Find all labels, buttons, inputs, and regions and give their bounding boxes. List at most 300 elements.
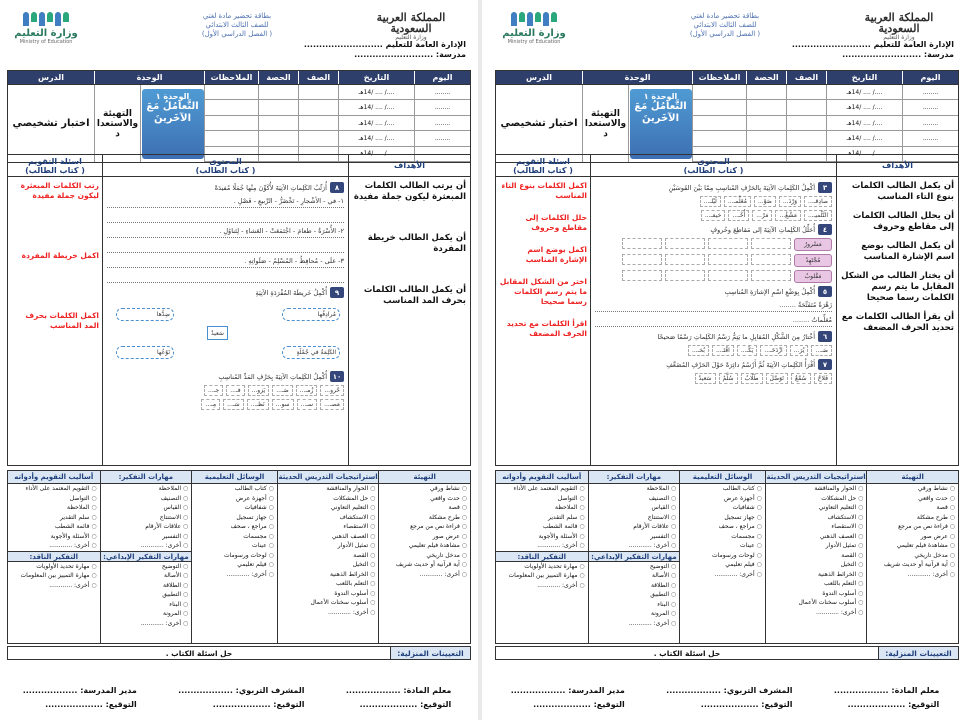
method-item: ○ التطبيق [589,590,680,600]
prep-label: التهيئة والاستعدا د [582,85,628,162]
analysis-row [595,270,832,283]
methods-column-header: مهارات التفكير: [101,471,192,484]
method-item: ○ الاستكشاف [278,513,379,523]
method-item: ○ نشاط ورقي [379,484,470,494]
eval-item: اكمل الكلمات بنوع التاء المناسب [501,181,587,200]
method-item: ○ مجسمات [192,532,277,542]
method-item: ○ قصة [867,503,958,513]
lesson-name: اختبار تشخيصي [12,118,90,129]
method-item: ○ القياس [589,503,680,513]
method-item: ○ كتاب الطالب [680,484,765,494]
col-notes: الملاحظات [204,71,258,84]
word-box: أُخْـ... [728,210,749,221]
methods-column [8,471,100,643]
blank-box [622,254,662,265]
principal-sign: مدير المدرسة: .................. التوقيع: ................... [22,686,137,709]
method-item: ○ قراءة نص من مرجع [867,522,958,532]
exercise-number: ٦ [818,331,832,342]
method-item: ○ التعليم التعاوني [278,503,379,513]
method-item: ○ أخرى: ............ [192,570,277,580]
analysis-row [595,254,832,267]
sheet-header [2,10,472,65]
admin-info [792,40,954,60]
blank-box [665,254,705,265]
moe-logo-ar: وزارة التعليم [502,28,566,39]
blank-box [708,254,748,265]
exercise-number: ٤ [818,224,832,235]
word-box: مَرْ... [752,210,772,221]
word-box: صَـ... [811,345,832,356]
method-item: ○ مدخل تاريخي [379,551,470,561]
blank-line [107,272,344,283]
method-item: ○ أخرى: ............ [496,541,588,551]
method-item: ○ أخرى: ............ [101,619,192,629]
method-item: ○ طرح مشكلة [867,513,958,523]
word-boxes [595,196,832,207]
methods-column [588,471,680,643]
method-item: ○ التقويم المعتمد على الأداء [8,484,100,494]
schedule-body [496,84,958,162]
period-cells [746,85,786,162]
sentence-line: ١- في - الأشْجارِ - تَخْضَرُّ - الرَّبيعِ - فَصْلِ . [107,197,344,208]
method-item: ○ الاستنتاج [589,513,680,523]
schedule-table [495,70,959,163]
exercise-label: أَقْرَأُ الكَلِماتِ الآتِيَةَ ثُمَّ أَرْسُمُ دائِرَةً حَوْلَ الحَرْفِ المُضَعَّفِ [666,360,815,369]
method-item: ○ أسلوب الندوة [766,589,867,599]
blank-box [665,270,705,281]
word-box: وَرْدَ... [779,196,801,207]
word-box: زُمـ... [296,385,318,396]
map-node: الكَلِمَةُ في جُمْلَةٍ [282,346,340,359]
methods-sub-header: التفكير الناقد: [8,551,100,562]
method-item: ○ التواصل [8,494,100,504]
method-item: ○ البناء [589,600,680,610]
method-item: ○ قراءة نص من مرجع [379,522,470,532]
word-box: فـ... [226,385,244,396]
goal-item: أن يكمل الطالب بوضع اسم الإشارة المناسب [861,241,954,262]
method-item: ○ عرض صور [379,532,470,542]
col-day: اليوم [902,71,958,84]
col-notes: الملاحظات [692,71,746,84]
method-item: ○ الطلاقة [101,581,192,591]
method-item: ○ الاستقصاء [766,522,867,532]
methods-sub-header: مهارات التفكير الإبداعي: [589,551,680,562]
methods-column-header: الوسائل التعليمية [192,471,277,484]
method-item: ○ لوحات ورسومات [680,551,765,561]
methods-column [277,471,379,643]
methods-column-header: أساليب التقويم وأدواته [8,471,100,484]
word-box: سو... [272,399,294,410]
homework-row [495,646,959,660]
unit-cover [140,85,204,162]
word-box: فَلاحٌ [814,373,832,384]
method-item: ○ حدث واقعي [379,494,470,504]
method-item: ○ مشاهدة فيلم تعليمي [379,541,470,551]
word-box: مَصـ... [320,399,344,410]
day-cells: ........ ........ ........ ........ ........ [902,85,958,162]
goal-item: أن يختار الطالب من الشكل المقابل ما يتم رسم الكلمات رسما صحيحا [841,271,954,303]
goals-list [348,177,470,466]
supervisor-sign: المشرف التربوي: .................. التوقيع: ................... [666,686,793,709]
col-class: الصف [786,71,826,84]
methods-column-header: التهيئة [867,471,958,484]
map-center: سَعيدٌ [207,326,228,340]
col-period: الحصة [258,71,298,84]
word-box: سَـ... [223,399,244,410]
blank-box [622,270,662,281]
method-item: ○ نشاط ورقي [867,484,958,494]
word-box: جـ... [204,385,223,396]
class-cells [786,85,826,162]
admin-line: الإدارة العامة للتعليم .......................... [791,40,954,49]
method-item: ○ حل المشكلات [278,494,379,504]
methods-column [191,471,277,643]
word-box: صَـ... [272,385,293,396]
col-period: الحصة [746,71,786,84]
method-item: ○ قائمة الشطب [8,522,100,532]
methods-column [100,471,192,643]
method-item: ○ التواصل [496,494,588,504]
exercise-number: ٥ [818,286,832,297]
method-item: ○ حدث واقعي [867,494,958,504]
method-item: ○ آية قرآنية أو حديث شريف [867,560,958,570]
teacher-sign: معلم المادة: .................. التوقيع: ................... [345,686,452,709]
unit-cover-image: الوحدة ١ التَّعامُلُ مَعَ الآخَرينَ [142,89,204,159]
col-lesson: الدرس [8,71,94,84]
word-box: مِـ... [201,399,220,410]
method-item: ○ التوضيح [589,562,680,572]
goal-item: أن يكمل الطالب خريطة المفردة [367,233,466,254]
moe-mark-icon [6,12,86,26]
school-line: مدرسة: .......................... [842,50,954,59]
goals-list [836,177,958,466]
method-item: ○ التصنيف [589,494,680,504]
page-separator [478,0,482,720]
method-item: ○ أخرى: ............ [379,570,470,580]
day-cells: ........ ........ ........ ........ ........ [414,85,470,162]
exercise-number: ٩ [330,287,344,298]
method-item: ○ أجهزة عرض [192,494,277,504]
method-item: ○ سلم التقدير [8,513,100,523]
method-item: ○ الاستنتاج [101,513,192,523]
ksa-logo-sub: وزارة التعليم [395,34,427,41]
content-table [495,154,959,466]
exercise-heading [595,224,832,235]
exercise-heading [595,286,832,297]
method-item: ○ أخرى: ............ [8,541,100,551]
method-item: ○ الخرائط الذهنية [278,570,379,580]
method-item: ○ أسلوب الندوة [278,589,379,599]
word-map [107,298,344,368]
goal-item: أن يكمل الطالب الكلمات بحرف المد المناسب [363,285,466,306]
blank-box [708,238,748,249]
card-line-2: للصف الثالث الابتدائي [693,21,757,29]
prep-label: التهيئة والاستعدا د [94,85,140,162]
doubled-boxes [595,373,832,384]
method-item: ○ مهارة تحديد الأولويات [496,562,588,572]
moe-logo-en: Ministry of Education [507,39,561,45]
exercise-heading [107,287,344,298]
admin-line: الإدارة العامة للتعليم .......................... [303,40,466,49]
signatures [2,684,472,712]
content-header [496,155,958,177]
method-item: ○ أسلوب سخنات الأعمال [766,598,867,608]
card-line-1: بطاقة تحضير مادة لغتي [690,12,760,20]
word-box: تَوَصَّلَ [766,373,788,384]
card-line-2: للصف الثالث الابتدائي [205,21,269,29]
word-box: التَّلْميـ... [804,210,832,221]
method-item: ○ التطبيق [101,590,192,600]
methods-table [7,470,471,644]
method-item: ○ مهارة التمييز بين المعلومات [8,571,100,581]
card-title [660,12,790,39]
word-box: لَيْلـ... [700,196,721,207]
eval-item: اكمل الكلمات بحرف المد المناسب [25,311,99,330]
date-cells: ..../ .... /14هـ ..../ .... /14هـ ..../ .... /14هـ ..../ .... /14هـ ..../ .... /14هـ [338,85,414,162]
analysis-word: مَقْلوبٌ [794,270,832,283]
goals-header: الأهداف [348,155,470,176]
methods-column [378,471,470,643]
exercise-label: أُكْمِلُ خَريطَةَ المُفْرَدَةِ الآتِيَةِ [255,288,327,297]
method-item: ○ مراجع ، صحف [192,522,277,532]
method-item: ○ لوحات ورسومات [192,551,277,561]
lesson-sheet-right [490,0,960,720]
schedule-header [496,71,958,84]
methods-column-header: استراتيجيات التدريس الحديثة [766,471,867,484]
homework-row [7,646,471,660]
method-item: ○ العصف الذهني [766,532,867,542]
exercise-heading [107,182,344,193]
analysis-row [595,238,832,251]
method-item: ○ الملاحظة [496,503,588,513]
exercise-heading [595,331,832,342]
method-item: ○ جهاز تسجيل [680,513,765,523]
method-item: ○ البناء [101,600,192,610]
methods-sub-header: التفكير الناقد: [496,551,588,562]
goals-header: الأهداف [836,155,958,176]
method-item: ○ أخرى: ............ [278,608,379,618]
blank-box [622,238,662,249]
school-line: مدرسة: .......................... [354,50,466,59]
signatures [490,684,960,712]
col-day: اليوم [414,71,470,84]
moe-logo-ar: وزارة التعليم [14,28,78,39]
exercise-number: ٣ [818,182,832,193]
word-box: ازْدَحَـ... [760,345,786,356]
moe-logo [494,12,574,45]
ksa-logo-text: المملكة العربية السعودية [864,11,934,35]
method-item: ○ تمثيل الأدوار [278,541,379,551]
exercise-label: أُحَلِّلُ الكَلِماتِ الآتِيَةَ إلى مَقاطِعَ وحُروفٍ [710,225,815,234]
exercise-label: أُكْمِلُ بِوَضْعِ اسْمِ الإشارَةِ المُناسِبِ [724,287,815,296]
word-box: خيمَـ... [701,210,725,221]
exercise-number: ٧ [818,359,832,370]
word-box: سُمَّعٌ [791,373,811,384]
eval-item: اكمل خريطة المفردة [21,251,99,260]
admin-info [304,40,466,60]
methods-column-header: مهارات التفكير: [589,471,680,484]
content-header [8,155,470,177]
card-line-1: بطاقة تحضير مادة لغتي [202,12,272,20]
method-item: ○ الأسئلة والأجوبة [8,532,100,542]
blank-box [751,238,791,249]
card-line-3: ( الفصل الدراسي الأول) [689,30,761,38]
content-body [496,177,958,466]
word-box: حُرو... [320,385,344,396]
moe-logo [6,12,86,45]
method-item: ○ شفافيات [680,503,765,513]
homework-value: حل اسئلة الكتاب . [165,648,233,658]
blank-box [708,270,748,281]
method-item: ○ شفافيات [192,503,277,513]
schedule-table [7,70,471,163]
blank-box [751,254,791,265]
goal-item: أن يكمل الطالب الكلمات بنوع التاء المناسب [851,181,954,202]
word-boxes [595,210,832,221]
col-date: التاريخ [826,71,902,84]
method-item: ○ فيلم تعليمي [680,560,765,570]
method-item: ○ التخيل [278,560,379,570]
method-item: ○ التعلم باللعب [278,579,379,589]
method-item: ○ التعلم باللعب [766,579,867,589]
ksa-logo-sub: وزارة التعليم [883,34,915,41]
method-item: ○ الطلاقة [589,581,680,591]
method-item: ○ التقويم المعتمد على الأداء [496,484,588,494]
eval-header: اسئلة التقويم ( كتاب الطالب) [25,156,85,175]
method-item: ○ مراجع ، صحف [680,522,765,532]
homework-value: حل اسئلة الكتاب . [653,648,721,658]
method-item: ○ مهارة تحديد الأولويات [8,562,100,572]
method-item: ○ مجسمات [680,532,765,542]
word-box: بُخـ... [688,345,709,356]
ksa-logo [356,12,466,41]
method-item: ○ التفسير [589,532,680,542]
word-box: سُلَّمٌ [719,373,738,384]
unit-cover [628,85,692,162]
class-cells [298,85,338,162]
period-cells [258,85,298,162]
content-body [8,177,470,466]
methods-column [679,471,765,643]
col-unit: الوحدة [582,71,692,84]
card-title [172,12,302,39]
method-item: ○ الخرائط الذهنية [766,570,867,580]
word-box: يَكْـ... [737,345,757,356]
ksa-logo-text: المملكة العربية السعودية [376,11,446,35]
method-item: ○ أخرى: ............ [8,581,100,591]
method-item: ○ الاستقصاء [278,522,379,532]
sheet-header [490,10,960,65]
col-date: التاريخ [338,71,414,84]
sentence-line: ٢- الأُسْرَةُ - طعامَ - اجْتَمَعَتْ - العَشاءِ - لِتَناوُلِ . [107,227,344,238]
word-box: سَعيدٌ [695,373,716,384]
methods-column-header: التهيئة [379,471,470,484]
methods-column [765,471,867,643]
notes-cells [692,85,746,162]
method-item: ○ أسلوب سخنات الأعمال [278,598,379,608]
method-item: ○ أجهزة عرض [680,494,765,504]
schedule-header [8,71,470,84]
spelling-boxes [595,345,832,356]
method-item: ○ أخرى: ............ [589,619,680,629]
sentence-line: ٣- علَى - مُحافِظٌ - المُسْلِمُ - صَلَواتِهِ . [107,257,344,268]
blank-line [107,242,344,253]
schedule-body [8,84,470,162]
method-item: ○ تمثيل الأدوار [766,541,867,551]
methods-table [495,470,959,644]
method-item: ○ الملاحظة [8,503,100,513]
teacher-sign: معلم المادة: .................. التوقيع: ................... [833,686,940,709]
word-box: سـ... [297,399,318,410]
book-content [590,177,836,466]
methods-column-header: أساليب التقويم وأدواته [496,471,588,484]
homework-label: التعيينات المنزلية: [878,647,958,659]
method-item: ○ أخرى: ............ [766,608,867,618]
card-line-3: ( الفصل الدراسي الأول) [201,30,273,38]
method-item: ○ جهاز تسجيل [192,513,277,523]
word-box: اقْتَـ... [712,345,734,356]
method-item: ○ فيلم تعليمي [192,560,277,570]
madd-boxes [107,385,344,396]
method-item: ○ حل المشكلات [766,494,867,504]
evals-list [496,177,590,466]
methods-column [496,471,588,643]
ex5-line: زَهْرَةٌ مُتَفَتِّحَةٌ ........ [595,301,832,312]
method-item: ○ آية قرآنية أو حديث شريف [379,560,470,570]
map-node: مُرادِفُها [282,308,340,321]
exercise-label: أكْمِلُ الكَلِماتِ الآتِيَةَ بِالحَرْفِ المُناسِبِ مِمّا بَيْنَ القَوسَيْنِ [668,183,815,192]
analysis-word: مَسْرورٌ [794,238,832,251]
method-item: ○ عينات [192,541,277,551]
method-item: ○ أخرى: ............ [589,541,680,551]
word-box: طَلّابٌ [741,373,763,384]
method-item: ○ القياس [101,503,192,513]
eval-item: اختر من الشكل المقابل ما يتم رسم الكلمات رسما صحيحا [499,277,587,306]
map-node: نَوْعُها [116,346,174,359]
method-item: ○ أخرى: ............ [680,570,765,580]
word-box: صادِقـ... [804,196,832,207]
col-unit: الوحدة [94,71,204,84]
method-item: ○ علاقات الأرقام [589,522,680,532]
method-item: ○ أخرى: ............ [867,570,958,580]
method-item: ○ التفسير [101,532,192,542]
method-item: ○ التوضيح [101,562,192,572]
method-item: ○ سلم التقدير [496,513,588,523]
homework-label: التعيينات المنزلية: [390,647,470,659]
exercise-heading [595,182,832,193]
method-item: ○ كتاب الطالب [192,484,277,494]
method-item: ○ الحوار والمناقشة [278,484,379,494]
method-item: ○ المرونة [589,609,680,619]
method-item: ○ أخرى: ............ [101,541,192,551]
method-item: ○ قصة [379,503,470,513]
method-item: ○ التخيل [766,560,867,570]
method-item: ○ العصف الذهني [278,532,379,542]
word-box: مُعَلِّمـ... [724,196,751,207]
methods-column [866,471,958,643]
notes-cells [204,85,258,162]
methods-column-header: الوسائل التعليمية [680,471,765,484]
method-item: ○ علاقات الأرقام [101,522,192,532]
method-item: ○ التعليم التعاوني [766,503,867,513]
map-node: ضِدُّها [116,308,174,321]
exercise-label: أُرَتِّبُ الكَلِماتِ الآتِيَةَ لأُكَوِّنَ مِنْها جُمَلًا مُفيدَةً [214,183,327,192]
word-box: مَشْغُ... [775,210,800,221]
method-item: ○ الملاحظة [589,484,680,494]
book-content [102,177,348,466]
word-box: يُرَ... [790,345,809,356]
method-item: ○ الحوار والمناقشة [766,484,867,494]
